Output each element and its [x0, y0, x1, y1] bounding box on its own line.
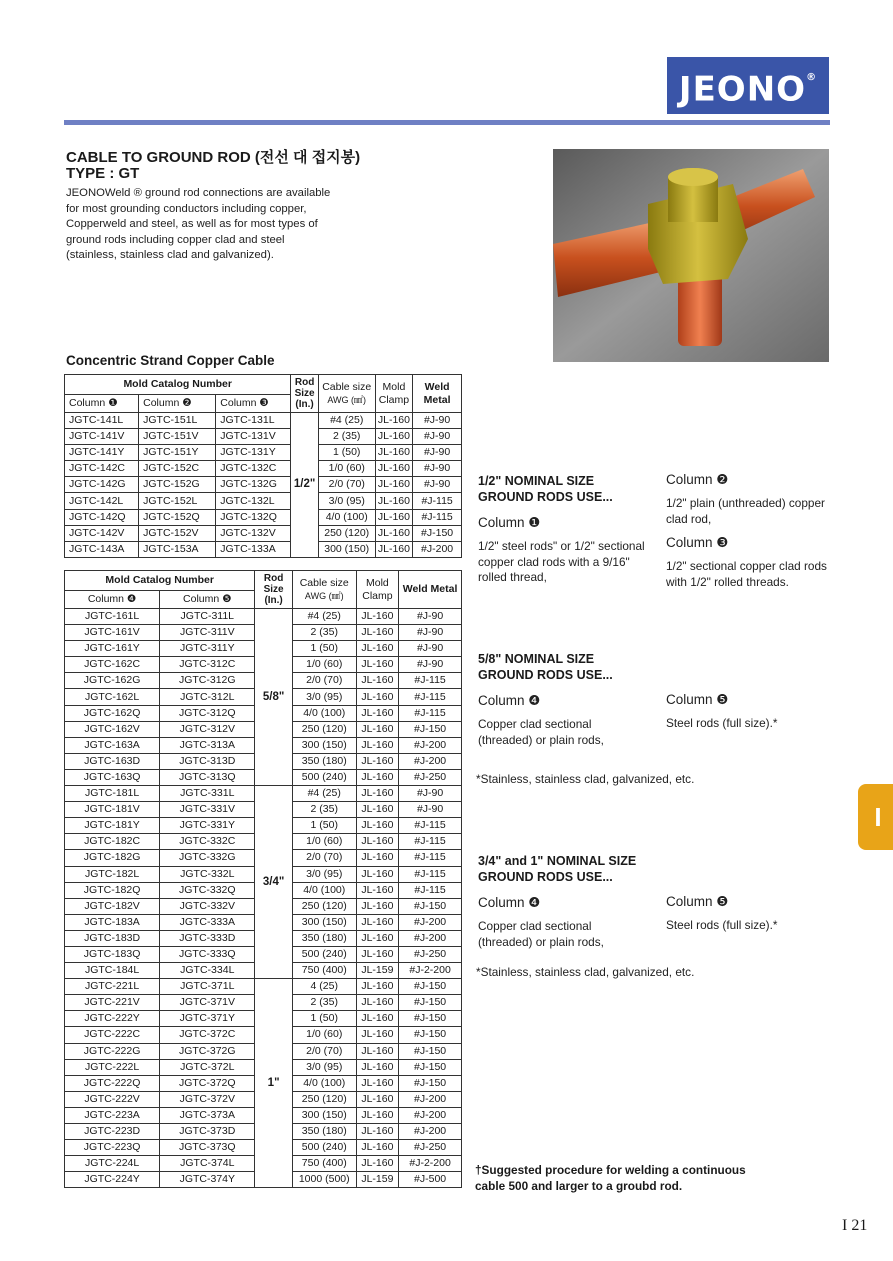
weld-metal-cell: #J-150 — [399, 1059, 462, 1075]
weld-metal-cell: #J-150 — [399, 1043, 462, 1059]
column-3-cell: JGTC-131Y — [216, 445, 291, 461]
cable-size-cell: 350 (180) — [292, 753, 356, 769]
mold-clamp-cell: JL-160 — [356, 802, 399, 818]
column-5-cell: JGTC-331V — [160, 802, 255, 818]
column-4-cell: JGTC-183Q — [65, 946, 160, 962]
mold-clamp-cell: JL-160 — [356, 882, 399, 898]
cable-size-cell: 300 (150) — [292, 737, 356, 753]
weld-metal-cell: #J-200 — [399, 753, 462, 769]
cable-size-cell: 3/0 (95) — [292, 866, 356, 882]
column-5-text: Steel rods (full size).* — [666, 918, 778, 932]
page-number: I 21 — [842, 1217, 868, 1234]
table-row — [65, 413, 462, 429]
mold-clamp-cell: JL-160 — [356, 834, 399, 850]
cable-size-cell: 2/0 (70) — [292, 1043, 356, 1059]
weld-metal-cell: #J-90 — [413, 413, 462, 429]
column-5-cell: JGTC-333A — [160, 914, 255, 930]
mold-clamp-cell: JL-160 — [375, 541, 413, 557]
cable-size-cell: 2/0 (70) — [318, 477, 375, 493]
weld-metal-cell: #J-250 — [399, 1140, 462, 1156]
mold-clamp-cell: JL-160 — [356, 818, 399, 834]
mold-clamp-cell: JL-160 — [356, 1043, 399, 1059]
mold-clamp-cell: JL-160 — [375, 509, 413, 525]
column-5-cell: JGTC-371V — [160, 995, 255, 1011]
column-4-cell: JGTC-221L — [65, 979, 160, 995]
cable-size-cell: 1 (50) — [292, 818, 356, 834]
weld-metal-cell: #J-115 — [399, 818, 462, 834]
mold-clamp-cell: JL-160 — [356, 625, 399, 641]
cable-size-cell: 1/0 (60) — [292, 657, 356, 673]
mold-clamp-cell: JL-160 — [356, 657, 399, 673]
rod-size-header: Rod Size (In.) — [291, 375, 318, 413]
cable-size-cell: 1/0 (60) — [292, 834, 356, 850]
cable-size-cell: 300 (150) — [292, 914, 356, 930]
table-row — [65, 477, 462, 493]
rod-size-header: Rod Size (In.) — [255, 571, 292, 609]
mold-clamp-cell: JL-160 — [356, 946, 399, 962]
cable-size-cell: 2 (35) — [292, 995, 356, 1011]
column-4-cell: JGTC-184L — [65, 963, 160, 979]
column-5-cell: JGTC-333D — [160, 930, 255, 946]
column-5-label: Column ❺ — [666, 692, 729, 707]
column-4-cell: JGTC-223A — [65, 1107, 160, 1123]
column-5-cell: JGTC-373D — [160, 1124, 255, 1140]
table-row — [65, 461, 462, 477]
mold-clamp-cell: JL-160 — [356, 995, 399, 1011]
column-4-cell: JGTC-222L — [65, 1059, 160, 1075]
cable-size-cell: 3/0 (95) — [318, 493, 375, 509]
column-5-cell: JGTC-372C — [160, 1027, 255, 1043]
cable-size-header: Cable size AWG (㎟) — [292, 571, 356, 609]
cable-size-cell: 3/0 (95) — [292, 1059, 356, 1075]
column-4-cell: JGTC-161Y — [65, 641, 160, 657]
column-1-cell: JGTC-141Y — [65, 445, 139, 461]
column-3-cell: JGTC-131V — [216, 429, 291, 445]
cable-size-cell: 250 (120) — [292, 898, 356, 914]
column-4-cell: JGTC-181Y — [65, 818, 160, 834]
mold-clamp-cell: JL-160 — [356, 1059, 399, 1075]
column-5-cell: JGTC-333Q — [160, 946, 255, 962]
column-2-cell: JGTC-151Y — [139, 445, 216, 461]
column-2-label: Column ❷ — [666, 472, 729, 487]
column-3-cell: JGTC-132G — [216, 477, 291, 493]
column-5-cell: JGTC-371L — [160, 979, 255, 995]
mold-clamp-cell: JL-160 — [356, 1027, 399, 1043]
column-5-cell: JGTC-312V — [160, 721, 255, 737]
column-4-cell: JGTC-222Q — [65, 1075, 160, 1091]
weld-metal-cell: #J-90 — [399, 802, 462, 818]
mold-clamp-cell: JL-160 — [375, 461, 413, 477]
mold-clamp-cell: JL-160 — [356, 721, 399, 737]
weld-metal-cell: #J-200 — [399, 1107, 462, 1123]
weld-metal-cell: #J-500 — [399, 1172, 462, 1188]
brand-logo: JEONO® — [667, 57, 829, 114]
column-2-cell: JGTC-152V — [139, 525, 216, 541]
five-eighth-heading: 5/8" NOMINAL SIZE GROUND RODS USE... — [478, 652, 613, 682]
column-4-cell: JGTC-221V — [65, 995, 160, 1011]
mold-clamp-cell: JL-160 — [356, 979, 399, 995]
column-5-cell: JGTC-334L — [160, 963, 255, 979]
mold-clamp-cell: JL-160 — [375, 413, 413, 429]
header-rule — [64, 120, 830, 125]
column-4-cell: JGTC-162Q — [65, 705, 160, 721]
weld-metal-cell: #J-150 — [399, 1075, 462, 1091]
cable-size-cell: 3/0 (95) — [292, 689, 356, 705]
column-1-cell: JGTC-142Q — [65, 509, 139, 525]
weld-metal-cell: #J-115 — [399, 673, 462, 689]
column-2-cell: JGTC-151L — [139, 413, 216, 429]
page-title: CABLE TO GROUND ROD (전선 대 접지봉) — [66, 149, 361, 166]
column-4-cell: JGTC-182L — [65, 866, 160, 882]
cable-size-cell: 350 (180) — [292, 930, 356, 946]
cable-size-cell: 4/0 (100) — [318, 509, 375, 525]
weld-metal-cell: #J-115 — [413, 509, 462, 525]
mold-clamp-cell: JL-160 — [356, 1011, 399, 1027]
column-5-cell: JGTC-311Y — [160, 641, 255, 657]
column-5-cell: JGTC-374Y — [160, 1172, 255, 1188]
column-3-cell: JGTC-133A — [216, 541, 291, 557]
intro-text: JEONOWeld ® ground rod connections are available for most grounding conductors including copper, Copperweld and steel, as well as for most types of ground rods including copper clad and steel (stainless, stainless clad and galvanized). — [66, 187, 331, 261]
column-1-label: Column ❶ — [478, 515, 541, 530]
weld-metal-header: Weld Metal — [413, 375, 462, 413]
mold-clamp-cell: JL-160 — [375, 477, 413, 493]
cable-size-cell: 1 (50) — [292, 1011, 356, 1027]
column-5-cell: JGTC-372G — [160, 1043, 255, 1059]
column-5-cell: JGTC-311L — [160, 609, 255, 625]
catalog-rows — [65, 609, 462, 1188]
column-4-cell: JGTC-222G — [65, 1043, 160, 1059]
table-row — [65, 979, 462, 995]
column-5-cell: JGTC-332C — [160, 834, 255, 850]
column-4-cell: JGTC-183D — [65, 930, 160, 946]
weld-metal-cell: #J-200 — [413, 541, 462, 557]
column-5-cell: JGTC-312C — [160, 657, 255, 673]
weld-metal-cell: #J-200 — [399, 737, 462, 753]
mold-clamp-cell: JL-159 — [356, 1172, 399, 1188]
weld-metal-cell: #J-150 — [399, 1027, 462, 1043]
cable-size-cell: #4 (25) — [292, 609, 356, 625]
mold-clamp-cell: JL-160 — [375, 493, 413, 509]
rod-size-cell: 1" — [255, 979, 292, 1188]
mold-clamp-cell: JL-159 — [356, 963, 399, 979]
rod-size-cell: 5/8" — [255, 609, 292, 786]
mold-clamp-cell: JL-160 — [375, 445, 413, 461]
weld-metal-cell: #J-2-200 — [399, 963, 462, 979]
column-1-cell: JGTC-143A — [65, 541, 139, 557]
table-row — [65, 525, 462, 541]
weld-metal-cell: #J-115 — [399, 866, 462, 882]
cable-size-cell: 4/0 (100) — [292, 1075, 356, 1091]
column-1-cell: JGTC-142L — [65, 493, 139, 509]
mold-clamp-cell: JL-160 — [356, 914, 399, 930]
table-row — [65, 493, 462, 509]
column-4-label: Column ❹ — [478, 895, 541, 910]
column-1-text: 1/2" steel rods" or 1/2" sectional copper clad rods with a 9/16" rolled thread, — [478, 539, 645, 584]
weld-metal-cell: #J-200 — [399, 1124, 462, 1140]
column-4-text: Copper clad sectional (threaded) or plain rods, — [478, 717, 604, 747]
column-1-header: Column ❶ — [65, 395, 139, 413]
weld-metal-cell: #J-2-200 — [399, 1156, 462, 1172]
column-4-cell: JGTC-181L — [65, 786, 160, 802]
weld-metal-cell: #J-90 — [413, 461, 462, 477]
cable-size-cell: 4/0 (100) — [292, 882, 356, 898]
cable-size-cell: 750 (400) — [292, 1156, 356, 1172]
column-5-cell: JGTC-312Q — [160, 705, 255, 721]
cable-size-header: Cable size AWG (㎟) — [318, 375, 375, 413]
weld-metal-cell: #J-200 — [399, 914, 462, 930]
column-2-cell: JGTC-152C — [139, 461, 216, 477]
mold-clamp-cell: JL-160 — [356, 1140, 399, 1156]
column-4-cell: JGTC-161L — [65, 609, 160, 625]
cable-size-cell: 2/0 (70) — [292, 673, 356, 689]
column-4-cell: JGTC-162V — [65, 721, 160, 737]
table-row — [65, 509, 462, 525]
mold-clamp-cell: JL-160 — [375, 429, 413, 445]
column-3-text: 1/2" sectional copper clad rods with 1/2" rolled threads. — [666, 559, 827, 589]
column-5-cell: JGTC-313A — [160, 737, 255, 753]
column-1-cell: JGTC-142G — [65, 477, 139, 493]
weld-metal-cell: #J-200 — [399, 1091, 462, 1107]
column-2-cell: JGTC-152G — [139, 477, 216, 493]
column-5-cell: JGTC-374L — [160, 1156, 255, 1172]
cable-size-cell: 1 (50) — [292, 641, 356, 657]
cable-size-cell: 4 (25) — [292, 979, 356, 995]
column-4-text: Copper clad sectional (threaded) or plain rods, — [478, 919, 604, 949]
weld-metal-cell: #J-150 — [399, 1011, 462, 1027]
column-4-cell: JGTC-223Q — [65, 1140, 160, 1156]
column-4-cell: JGTC-162G — [65, 673, 160, 689]
mold-clamp-cell: JL-160 — [356, 1075, 399, 1091]
cable-size-cell: 2 (35) — [292, 802, 356, 818]
cable-size-cell: 300 (150) — [292, 1107, 356, 1123]
mold-clamp-header: Mold Clamp — [375, 375, 413, 413]
column-5-cell: JGTC-332V — [160, 898, 255, 914]
column-5-cell: JGTC-313Q — [160, 769, 255, 785]
weld-metal-cell: #J-250 — [399, 769, 462, 785]
catalog-table-half-inch — [64, 374, 462, 558]
cable-size-cell: 1/0 (60) — [292, 1027, 356, 1043]
column-5-cell: JGTC-312L — [160, 689, 255, 705]
mold-clamp-cell: JL-160 — [356, 705, 399, 721]
mold-clamp-cell: JL-160 — [375, 525, 413, 541]
column-3-header: Column ❸ — [216, 395, 291, 413]
mold-clamp-cell: JL-160 — [356, 930, 399, 946]
weld-metal-cell: #J-90 — [413, 445, 462, 461]
column-5-header: Column ❺ — [160, 591, 255, 609]
catalog-table-larger — [64, 570, 462, 1188]
column-5-cell: JGTC-313D — [160, 753, 255, 769]
weld-metal-cell: #J-90 — [399, 609, 462, 625]
weld-metal-cell: #J-90 — [399, 625, 462, 641]
column-1-cell: JGTC-141V — [65, 429, 139, 445]
weld-metal-cell: #J-250 — [399, 946, 462, 962]
column-1-cell: JGTC-141L — [65, 413, 139, 429]
column-4-cell: JGTC-224Y — [65, 1172, 160, 1188]
weld-metal-cell: #J-115 — [399, 689, 462, 705]
cable-size-cell: 350 (180) — [292, 1124, 356, 1140]
column-4-cell: JGTC-162L — [65, 689, 160, 705]
cable-size-cell: 500 (240) — [292, 1140, 356, 1156]
mold-clamp-cell: JL-160 — [356, 1091, 399, 1107]
column-5-cell: JGTC-371Y — [160, 1011, 255, 1027]
column-4-cell: JGTC-182C — [65, 834, 160, 850]
column-4-cell: JGTC-161V — [65, 625, 160, 641]
cable-size-cell: 500 (240) — [292, 769, 356, 785]
weld-metal-header: Weld Metal — [399, 571, 462, 609]
column-3-cell: JGTC-132Q — [216, 509, 291, 525]
cable-size-cell: 2/0 (70) — [292, 850, 356, 866]
column-4-cell: JGTC-163Q — [65, 769, 160, 785]
product-photo — [553, 149, 829, 362]
table-title: Concentric Strand Copper Cable — [66, 353, 275, 368]
mold-clamp-cell: JL-160 — [356, 609, 399, 625]
weld-metal-cell: #J-150 — [399, 898, 462, 914]
cable-size-cell: 500 (240) — [292, 946, 356, 962]
column-3-cell: JGTC-132V — [216, 525, 291, 541]
column-4-cell: JGTC-222C — [65, 1027, 160, 1043]
column-4-cell: JGTC-163D — [65, 753, 160, 769]
column-5-cell: JGTC-372L — [160, 1059, 255, 1075]
column-5-cell: JGTC-372V — [160, 1091, 255, 1107]
column-4-cell: JGTC-182V — [65, 898, 160, 914]
weld-metal-cell: #J-115 — [399, 882, 462, 898]
mold-clamp-cell: JL-160 — [356, 737, 399, 753]
column-4-cell: JGTC-182Q — [65, 882, 160, 898]
column-2-cell: JGTC-153A — [139, 541, 216, 557]
welding-note: †Suggested procedure for welding a continuous cable 500 and larger to a groubd rod. — [475, 1163, 746, 1193]
cable-size-cell: 4/0 (100) — [292, 705, 356, 721]
cable-size-cell: 2 (35) — [318, 429, 375, 445]
column-1-cell: JGTC-142V — [65, 525, 139, 541]
column-5-cell: JGTC-332Q — [160, 882, 255, 898]
weld-metal-cell: #J-115 — [399, 705, 462, 721]
column-4-cell: JGTC-223D — [65, 1124, 160, 1140]
mold-catalog-header: Mold Catalog Number — [65, 571, 255, 591]
table-row — [65, 429, 462, 445]
column-5-text: Steel rods (full size).* — [666, 716, 778, 730]
type-code: TYPE : GT — [66, 165, 140, 182]
column-5-cell: JGTC-312G — [160, 673, 255, 689]
section-tab[interactable]: I — [858, 784, 893, 850]
table-row — [65, 541, 462, 557]
table-row — [65, 609, 462, 625]
column-5-cell: JGTC-373Q — [160, 1140, 255, 1156]
column-4-label: Column ❹ — [478, 693, 541, 708]
column-4-header: Column ❹ — [65, 591, 160, 609]
mold-clamp-cell: JL-160 — [356, 673, 399, 689]
footnote: *Stainless, stainless clad, galvanized, etc. — [476, 772, 695, 786]
weld-metal-cell: #J-115 — [413, 493, 462, 509]
column-3-cell: JGTC-132C — [216, 461, 291, 477]
mold-clamp-cell: JL-160 — [356, 1107, 399, 1123]
column-4-cell: JGTC-182G — [65, 850, 160, 866]
column-2-cell: JGTC-152Q — [139, 509, 216, 525]
column-2-text: 1/2" plain (unthreaded) copper clad rod, — [666, 496, 825, 526]
footnote: *Stainless, stainless clad, galvanized, etc. — [476, 965, 695, 979]
cable-size-cell: 1 (50) — [318, 445, 375, 461]
mold-clamp-header: Mold Clamp — [356, 571, 399, 609]
column-3-cell: JGTC-131L — [216, 413, 291, 429]
column-4-cell: JGTC-224L — [65, 1156, 160, 1172]
column-2-cell: JGTC-152L — [139, 493, 216, 509]
column-3-label: Column ❸ — [666, 535, 729, 550]
cable-size-cell: #4 (25) — [318, 413, 375, 429]
column-5-cell: JGTC-311V — [160, 625, 255, 641]
weld-metal-cell: #J-115 — [399, 834, 462, 850]
mold-clamp-cell: JL-160 — [356, 769, 399, 785]
weld-metal-cell: #J-90 — [399, 786, 462, 802]
cable-size-cell: 300 (150) — [318, 541, 375, 557]
cable-size-cell: 750 (400) — [292, 963, 356, 979]
column-5-cell: JGTC-331L — [160, 786, 255, 802]
weld-metal-cell: #J-90 — [413, 477, 462, 493]
cable-size-cell: 1000 (500) — [292, 1172, 356, 1188]
mold-clamp-cell: JL-160 — [356, 850, 399, 866]
weld-metal-cell: #J-150 — [399, 979, 462, 995]
weld-metal-cell: #J-200 — [399, 930, 462, 946]
column-5-cell: JGTC-372Q — [160, 1075, 255, 1091]
column-5-label: Column ❺ — [666, 894, 729, 909]
column-4-cell: JGTC-162C — [65, 657, 160, 673]
weld-metal-cell: #J-115 — [399, 850, 462, 866]
weld-metal-cell: #J-90 — [399, 641, 462, 657]
table-row — [65, 786, 462, 802]
mold-catalog-header: Mold Catalog Number — [65, 375, 291, 395]
mold-clamp-cell: JL-160 — [356, 898, 399, 914]
column-1-cell: JGTC-142C — [65, 461, 139, 477]
mold-clamp-cell: JL-160 — [356, 641, 399, 657]
rod-size-cell: 3/4" — [255, 786, 292, 979]
column-2-header: Column ❷ — [139, 395, 216, 413]
weld-metal-cell: #J-90 — [413, 429, 462, 445]
column-2-cell: JGTC-151V — [139, 429, 216, 445]
column-5-cell: JGTC-332L — [160, 866, 255, 882]
column-4-cell: JGTC-222Y — [65, 1011, 160, 1027]
table-row — [65, 445, 462, 461]
weld-metal-cell: #J-150 — [399, 995, 462, 1011]
column-4-cell: JGTC-181V — [65, 802, 160, 818]
column-3-cell: JGTC-132L — [216, 493, 291, 509]
rod-size-cell: 1/2" — [291, 413, 318, 558]
cable-size-cell: 1/0 (60) — [318, 461, 375, 477]
weld-metal-cell: #J-150 — [413, 525, 462, 541]
column-5-cell: JGTC-373A — [160, 1107, 255, 1123]
catalog-rows — [65, 413, 462, 558]
mold-clamp-cell: JL-160 — [356, 866, 399, 882]
mold-clamp-cell: JL-160 — [356, 753, 399, 769]
cable-size-cell: #4 (25) — [292, 786, 356, 802]
cable-size-cell: 250 (120) — [318, 525, 375, 541]
cable-size-cell: 250 (120) — [292, 721, 356, 737]
column-5-cell: JGTC-332G — [160, 850, 255, 866]
mold-clamp-cell: JL-160 — [356, 689, 399, 705]
cable-size-cell: 2 (35) — [292, 625, 356, 641]
mold-clamp-cell: JL-160 — [356, 1124, 399, 1140]
column-5-cell: JGTC-331Y — [160, 818, 255, 834]
weld-metal-cell: #J-150 — [399, 721, 462, 737]
column-4-cell: JGTC-183A — [65, 914, 160, 930]
mold-clamp-cell: JL-160 — [356, 1156, 399, 1172]
mold-clamp-cell: JL-160 — [356, 786, 399, 802]
cable-size-cell: 250 (120) — [292, 1091, 356, 1107]
column-4-cell: JGTC-222V — [65, 1091, 160, 1107]
three-quarter-heading: 3/4" and 1" NOMINAL SIZE GROUND RODS USE... — [478, 854, 637, 884]
weld-metal-cell: #J-90 — [399, 657, 462, 673]
column-4-cell: JGTC-163A — [65, 737, 160, 753]
half-inch-heading: 1/2" NOMINAL SIZE GROUND RODS USE... — [478, 474, 613, 504]
